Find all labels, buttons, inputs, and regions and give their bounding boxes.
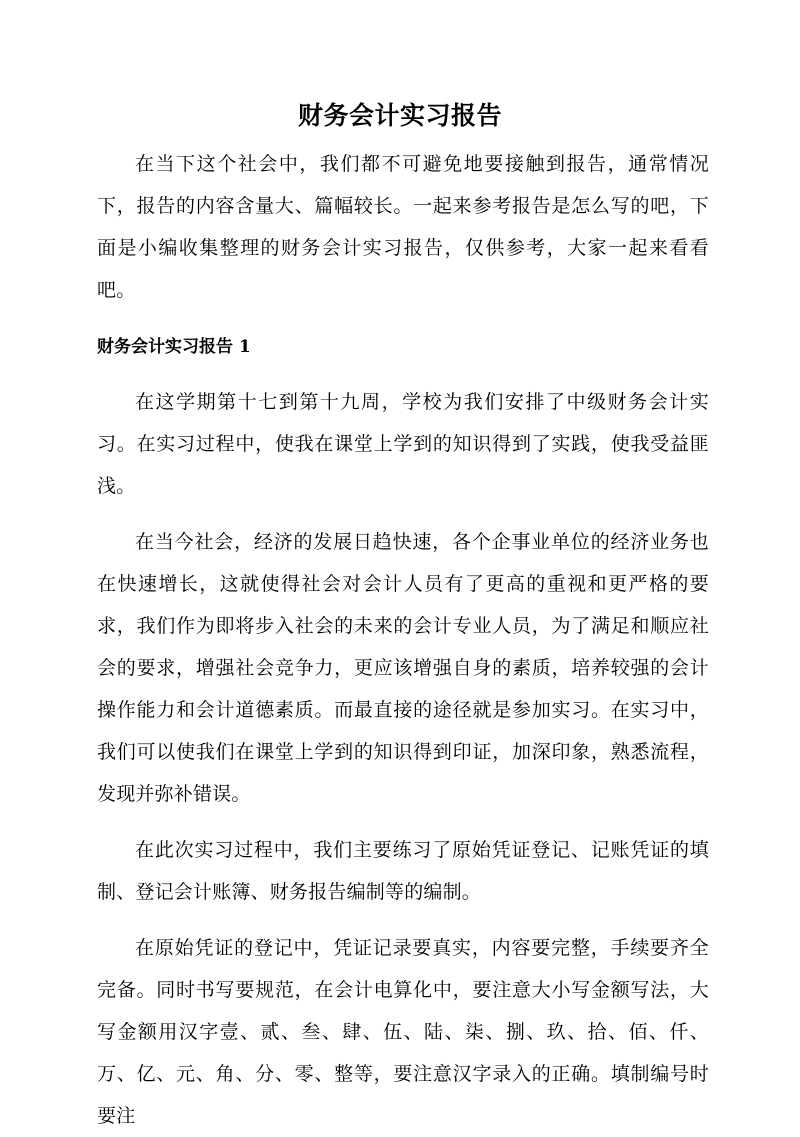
body-paragraph-1: 在这学期第十七到第十九周，学校为我们安排了中级财务会计实习。在实习过程中，使我在课堂上学到的知识得到了实践，使我受益匪浅。 xyxy=(97,391,709,497)
document-title: 财务会计实习报告 xyxy=(297,101,502,130)
body-paragraph-2: 在当今社会，经济的发展日趋快速，各个企事业单位的经济业务也在快速增长，这就使得社会对会计人员有了更高的重视和更严格的要求，我们作为即将步入社会的未来的会计专业人员，为了满足和顺应社会的要求，增强社会竞争力，更应该增强自身的素质，培养较强的会计操作能力和会计道德素质。而最直接的途径就是参加实习。在实习中，我们可以使我们在课堂上学到的知识得到印证，加深印象，熟悉流程，发现并弥补错误。 xyxy=(97,531,709,805)
document-body xyxy=(97,143,709,1137)
section-heading: 财务会计实习报告 1 xyxy=(97,337,251,357)
body-paragraph-3: 在此次实习过程中，我们主要练习了原始凭证登记、记账凭证的填制、登记会计账簿、财务报告编制等的编制。 xyxy=(97,839,709,903)
body-paragraph-4: 在原始凭证的登记中，凭证记录要真实，内容要完整，手续要齐全完备。同时书写要规范，在会计电算化中，要注意大小写金额写法，大写金额用汉字壹、贰、叁、肆、伍、陆、柒、捌、玖、拾、佰、仟、万、亿、元、角、分、零、整等，要注意汉字录入的正确。填制编号时要注 xyxy=(97,937,709,1127)
intro-paragraph: 在当下这个社会中，我们都不可避免地要接触到报告，通常情况下，报告的内容含量大、篇幅较长。一起来参考报告是怎么写的吧，下面是小编收集整理的财务会计实习报告，仅供参考，大家一起来看看吧。 xyxy=(97,153,709,301)
